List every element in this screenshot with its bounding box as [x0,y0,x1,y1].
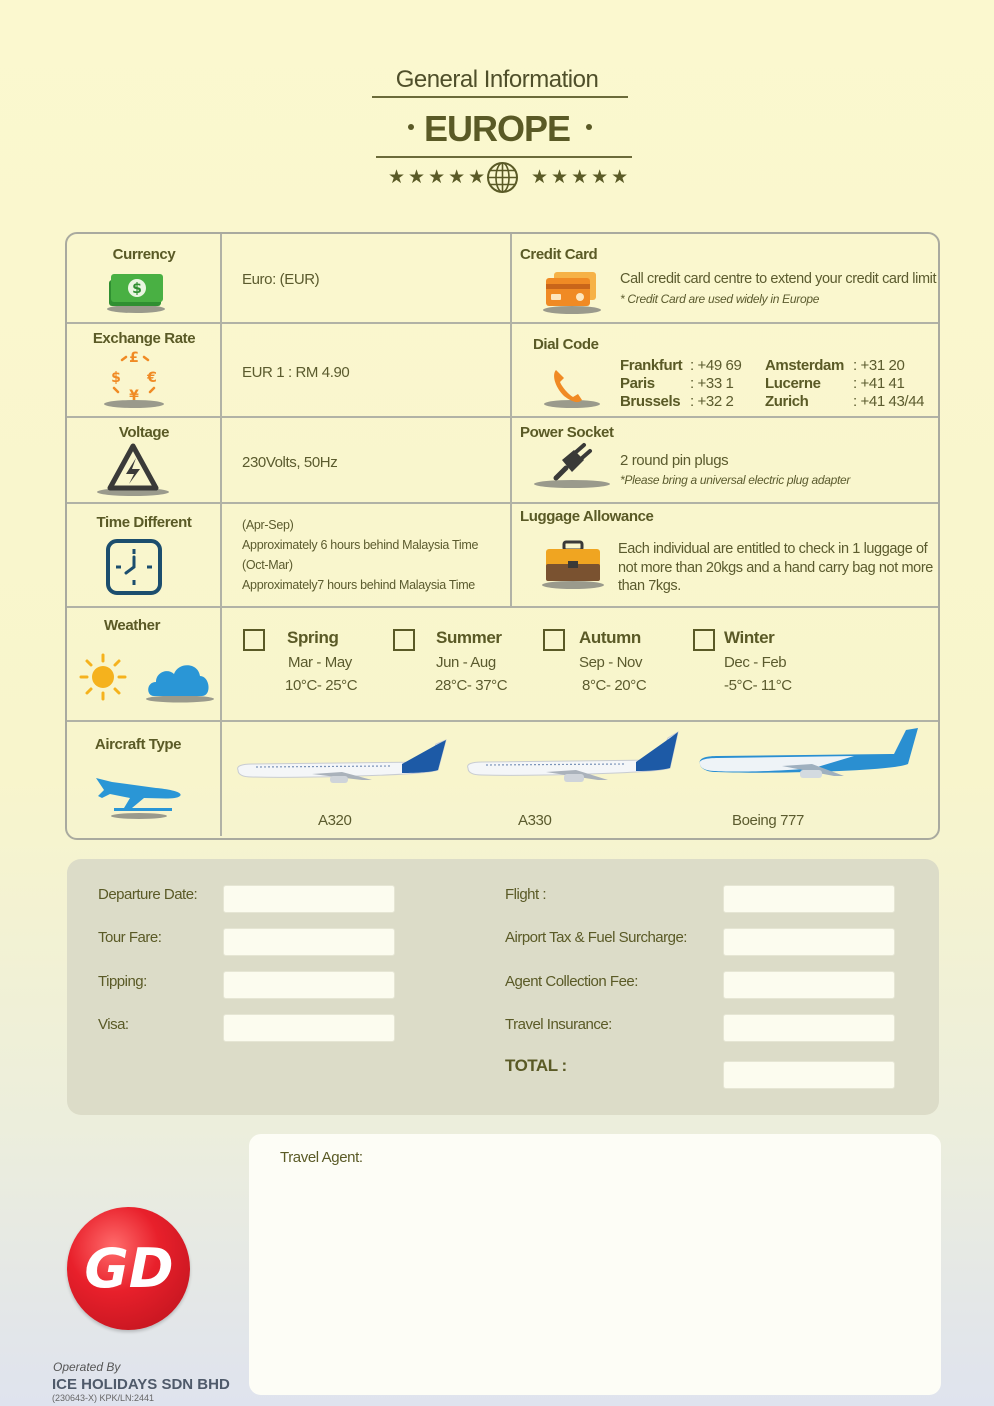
credit-card-note: * Credit Card are used widely in Europe [620,292,820,306]
flight-input[interactable] [723,885,895,913]
power-socket-text: 2 round pin plugs [620,452,729,469]
travel-insurance-label: Travel Insurance: [505,1016,612,1033]
row-divider [67,502,938,504]
row-divider [67,322,938,324]
season-months: Sep - Nov [579,654,643,671]
credit-card-label: Credit Card [520,246,598,263]
company-registration: (230643-X) KPK/LN:2441 [52,1393,155,1403]
dial-code-row: Lucerne : +41 41 [765,375,905,392]
luggage-text-2: not more than 20kgs and a hand carry bag not more [618,560,933,576]
exchange-rate-value: EUR 1 : RM 4.90 [242,364,350,381]
dial-code-row: Brussels : +32 2 [620,393,734,410]
season-name: Spring [287,628,339,647]
voltage-label: Voltage [118,424,170,441]
dial-code-row: Amsterdam : +31 20 [765,357,905,374]
airport-tax-label: Airport Tax & Fuel Surcharge: [505,929,687,946]
dial-code-list-left [620,357,741,411]
season-temperature: 10°C- 25°C [285,677,358,694]
cloud-icon [144,656,216,704]
weather-label: Weather [103,617,161,634]
airplane-a320-image [232,736,452,788]
high-voltage-icon [94,442,172,498]
operated-by-label: Operated By [53,1360,121,1374]
credit-card-icon [540,268,602,314]
season-checkbox-summer[interactable] [393,629,415,651]
aircraft-label-a320: A320 [318,812,352,829]
row-divider [67,606,938,608]
credit-card-text: Call credit card centre to extend your credit card limit [620,271,937,287]
clock-icon [104,537,164,597]
time-period-2: (Oct-Mar) [242,558,293,572]
season-months: Dec - Feb [724,654,787,671]
airplane-boeing-777-image [694,726,924,782]
row-divider [67,416,938,418]
airport-tax-input[interactable] [723,928,895,956]
col-divider [220,234,222,836]
page-title: EUROPE [423,108,571,149]
dial-code-list-right [765,357,924,411]
luggage-text-1: Each individual are entitled to check in 1 luggage of [618,541,928,557]
exchange-rate-label: Exchange Rate [92,330,196,347]
total-input[interactable] [723,1061,895,1089]
tipping-input[interactable] [223,971,395,999]
season-months: Mar - May [288,654,352,671]
dial-code-row: Frankfurt : +49 69 [620,357,742,374]
svg-text:€: € [147,370,157,386]
globe-icon [486,161,519,194]
season-name: Winter [724,628,775,647]
money-icon [105,270,167,314]
stars-left: ★★★★★ [388,167,489,188]
agent-collection-fee-input[interactable] [723,971,895,999]
season-name: Summer [436,628,502,647]
svg-text:¥: ¥ [129,388,139,404]
visa-label: Visa: [98,1016,129,1033]
luggage-allowance-label: Luggage Allowance [520,508,654,525]
flight-label: Flight : [505,886,547,903]
svg-text:£: £ [129,350,139,366]
phone-icon [542,366,602,410]
company-name: ICE HOLIDAYS SDN BHD [52,1376,230,1393]
travel-agent-label: Travel Agent: [280,1149,363,1166]
stars-right: ★★★★★ [531,167,632,188]
plug-icon [532,442,612,490]
tour-fare-label: Tour Fare: [98,929,162,946]
row-divider [67,720,938,722]
airplane-icon [92,768,186,820]
season-temperature: 8°C- 20°C [582,677,647,694]
general-information-title: General Information [395,66,599,93]
departure-date-input[interactable] [223,885,395,913]
season-checkbox-spring[interactable] [243,629,265,651]
luggage-icon [540,540,606,590]
power-socket-label: Power Socket [520,424,614,441]
svg-text:$: $ [132,281,142,297]
season-checkbox-autumn[interactable] [543,629,565,651]
svg-text:GD: GD [84,1237,174,1300]
power-socket-note: *Please bring a universal electric plug adapter [620,473,851,487]
time-difference-1: Approximately 6 hours behind Malaysia Time [242,538,479,552]
airplane-a330-image [462,730,684,786]
company-logo [67,1207,190,1330]
time-period-1: (Apr-Sep) [242,518,294,532]
season-name: Autumn [579,628,641,647]
dial-code-row: Zurich : +41 43/44 [765,393,925,410]
svg-text:$: $ [111,370,121,386]
visa-input[interactable] [223,1014,395,1042]
aircraft-label-boeing-777: Boeing 777 [732,812,804,829]
travel-agent-box[interactable] [249,1134,941,1395]
gd-logo-mark-icon [67,1207,190,1330]
time-different-label: Time Different [96,514,192,531]
title-dot-right [586,124,592,130]
luggage-text-3: than 7kgs. [618,578,681,594]
total-label: TOTAL : [505,1056,567,1075]
title-rule-bottom [376,156,632,158]
departure-date-label: Departure Date: [98,886,198,903]
season-months: Jun - Aug [436,654,496,671]
time-difference-2: Approximately7 hours behind Malaysia Time [242,578,475,592]
dial-code-row: Paris : +33 1 [620,375,734,392]
aircraft-label-a330: A330 [518,812,552,829]
title-rule-top [372,96,628,98]
season-temperature: 28°C- 37°C [435,677,508,694]
sun-icon [76,652,130,702]
dial-code-label: Dial Code [533,336,599,353]
season-temperature: -5°C- 11°C [724,677,792,694]
agent-collection-fee-label: Agent Collection Fee: [505,973,638,990]
col-divider [510,234,512,608]
tipping-label: Tipping: [98,973,147,990]
travel-insurance-input[interactable] [723,1014,895,1042]
aircraft-type-label: Aircraft Type [94,736,182,753]
tour-fare-input[interactable] [223,928,395,956]
voltage-value: 230Volts, 50Hz [242,454,338,471]
currency-label: Currency [112,246,176,263]
season-checkbox-winter[interactable] [693,629,715,651]
exchange-currency-icon [100,348,168,410]
currency-value: Euro: (EUR) [242,271,320,288]
